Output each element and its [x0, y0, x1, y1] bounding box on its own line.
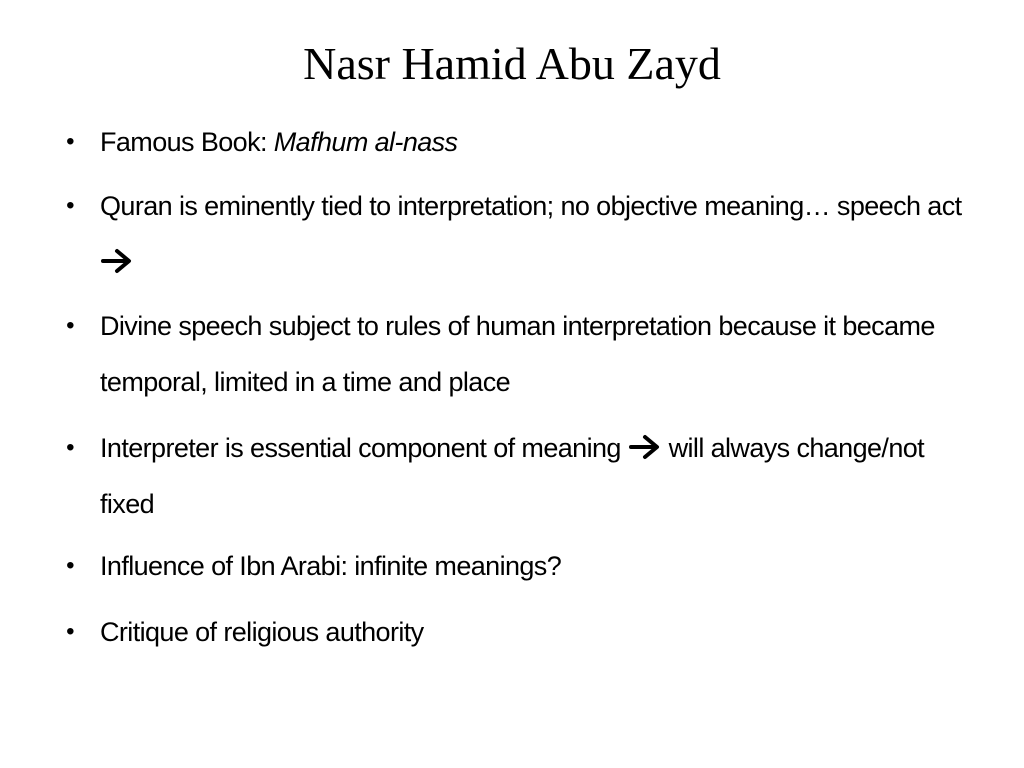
bullet-item-famous-book: [66, 114, 970, 170]
slide-title: Nasr Hamid Abu Zayd: [303, 38, 721, 89]
right-arrow-icon: [100, 248, 134, 274]
bullet-marker: •: [66, 434, 74, 461]
bullet-text-before-arrow: Interpreter is essential component of meaning: [100, 433, 621, 463]
bullet-text: Divine speech subject to rules of human interpretation because it became temporal, limited in a time and place: [100, 311, 935, 397]
bullet-text-after-arrow: will always change/not fixed: [100, 433, 925, 519]
bullet-item-religious-authority: [66, 604, 970, 660]
book-title: Mafhum al-nass: [273, 127, 458, 157]
bullet-marker: •: [66, 312, 74, 339]
bullet-item-quran-interpretation: [66, 178, 970, 290]
bullet-marker: •: [66, 128, 74, 155]
bullet-marker: •: [66, 618, 74, 645]
bullet-item-divine-speech: [66, 298, 970, 410]
bullet-item-interpreter: [66, 420, 970, 532]
bullet-text: Quran is eminently tied to interpretation; no objective meaning… speech act: [100, 191, 962, 221]
bullet-item-ibn-arabi: [66, 538, 970, 594]
bullet-marker: •: [66, 552, 74, 579]
bullet-text: Famous Book:: [100, 127, 274, 157]
bullet-text: Critique of religious authority: [100, 617, 424, 647]
bullet-text: Influence of Ibn Arabi: infinite meanings?: [100, 551, 562, 581]
bullet-marker: •: [66, 192, 74, 219]
right-arrow-icon: [628, 434, 662, 460]
